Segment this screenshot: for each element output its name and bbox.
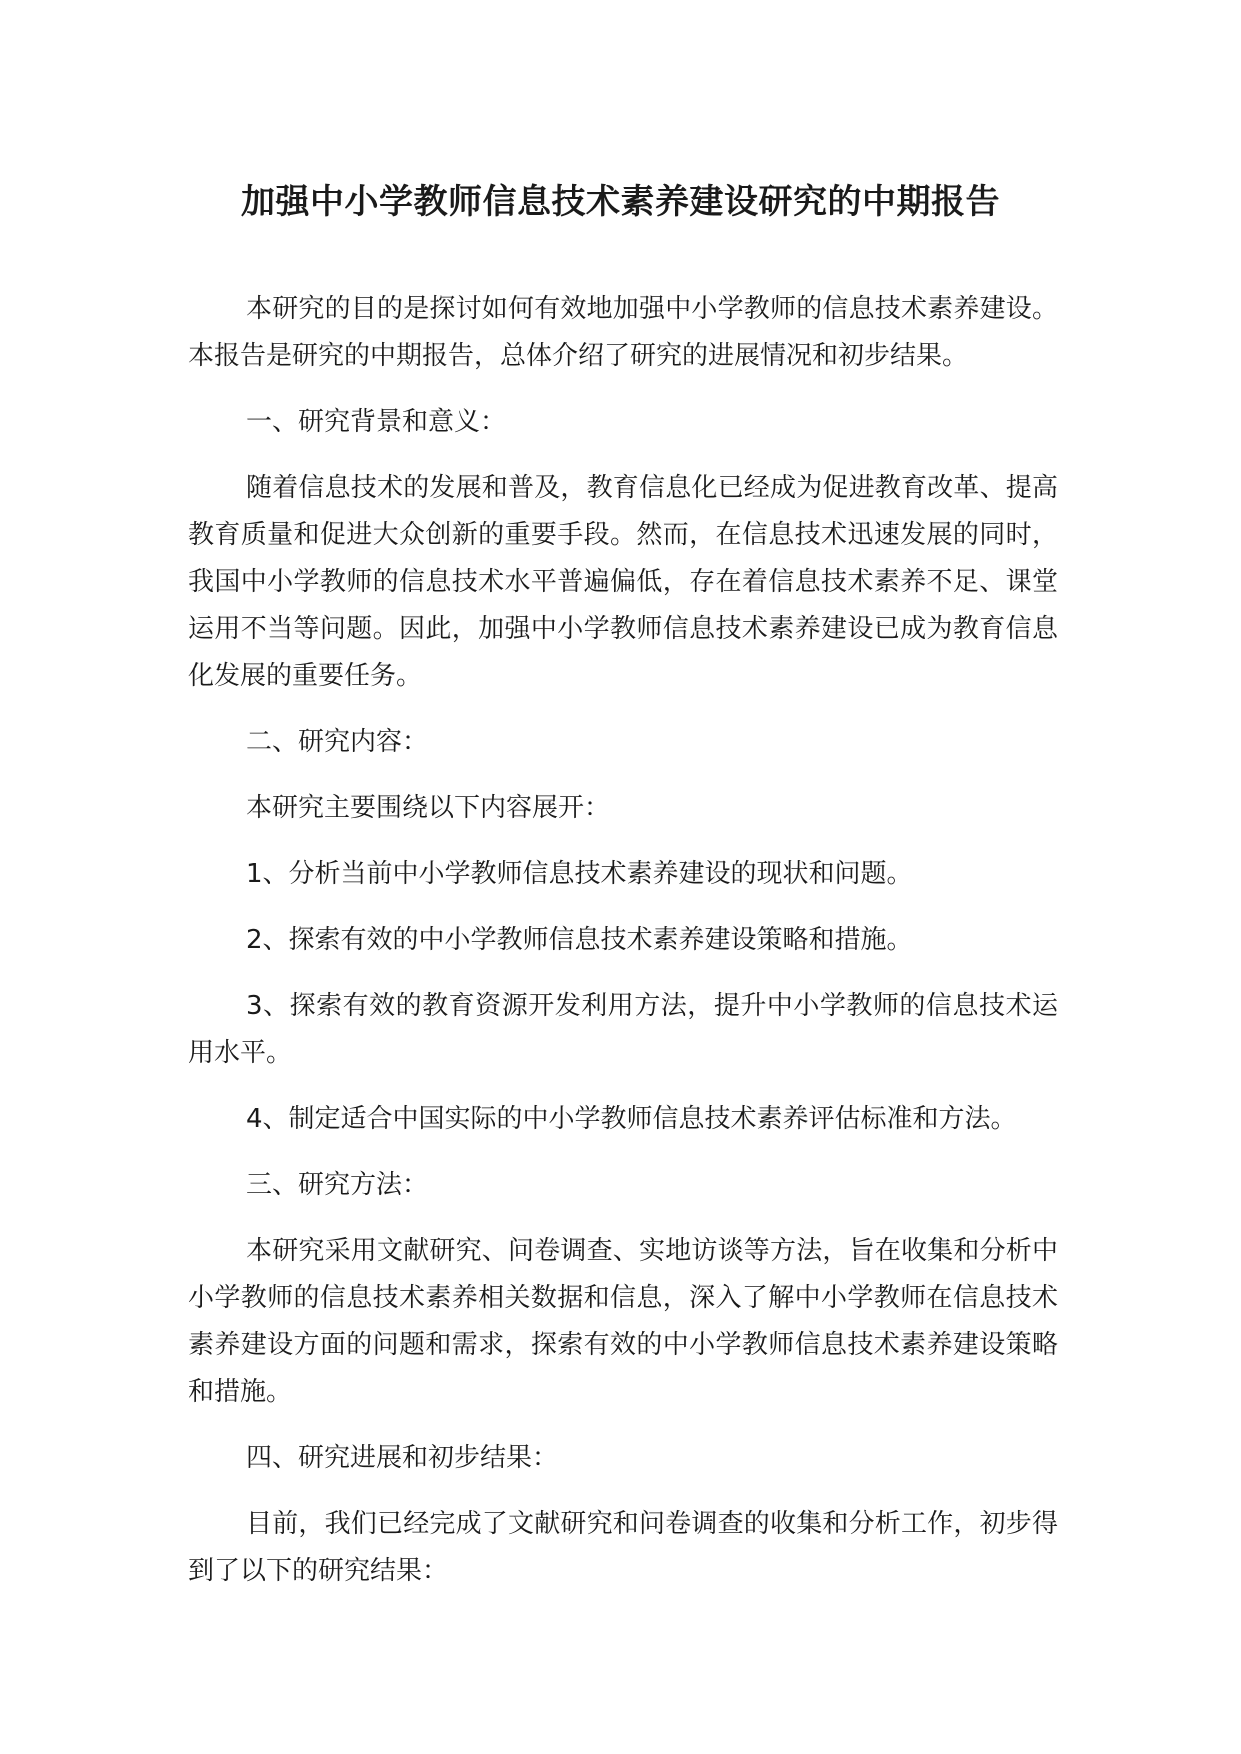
content-item-1: 1、分析当前中小学教师信息技术素养建设的现状和问题。: [246, 859, 913, 889]
progress-paragraph: 目前，我们已经完成了文献研究和问卷调查的收集和分析工作，初步得到了以下的研究结果：: [188, 1509, 1058, 1586]
content-item-3: 3、探索有效的教育资源开发利用方法，提升中小学教师的信息技术运用水平。: [188, 991, 1058, 1068]
content-item-4: 4、制定适合中国实际的中小学教师信息技术素养评估标准和方法。: [246, 1104, 1017, 1134]
section-heading-content: 二、研究内容：: [246, 727, 429, 757]
document-body: [188, 286, 1058, 1614]
methods-paragraph: 本研究采用文献研究、问卷调查、实地访谈等方法，旨在收集和分析中小学教师的信息技术素养相关数据和信息，深入了解中小学教师在信息技术素养建设方面的问题和需求，探索有效的中小学教师信息技术素养建设策略和措施。: [188, 1236, 1058, 1407]
intro-paragraph: 本研究的目的是探讨如何有效地加强中小学教师的信息技术素养建设。本报告是研究的中期报告，总体介绍了研究的进展情况和初步结果。: [188, 294, 1058, 371]
section-heading-methods: 三、研究方法：: [246, 1170, 429, 1200]
section-heading-progress: 四、研究进展和初步结果：: [246, 1443, 559, 1473]
content-intro-paragraph: 本研究主要围绕以下内容展开：: [246, 793, 611, 823]
document-title: 加强中小学教师信息技术素养建设研究的中期报告: [241, 182, 1000, 222]
background-paragraph: 随着信息技术的发展和普及，教育信息化已经成为促进教育改革、提高教育质量和促进大众创新的重要手段。然而，在信息技术迅速发展的同时，我国中小学教师的信息技术水平普遍偏低，存在着信息技术素养不足、课堂运用不当等问题。因此，加强中小学教师信息技术素养建设已成为教育信息化发展的重要任务。: [188, 473, 1058, 691]
section-heading-background: 一、研究背景和意义：: [246, 407, 507, 437]
content-item-2: 2、探索有效的中小学教师信息技术素养建设策略和措施。: [246, 925, 913, 955]
